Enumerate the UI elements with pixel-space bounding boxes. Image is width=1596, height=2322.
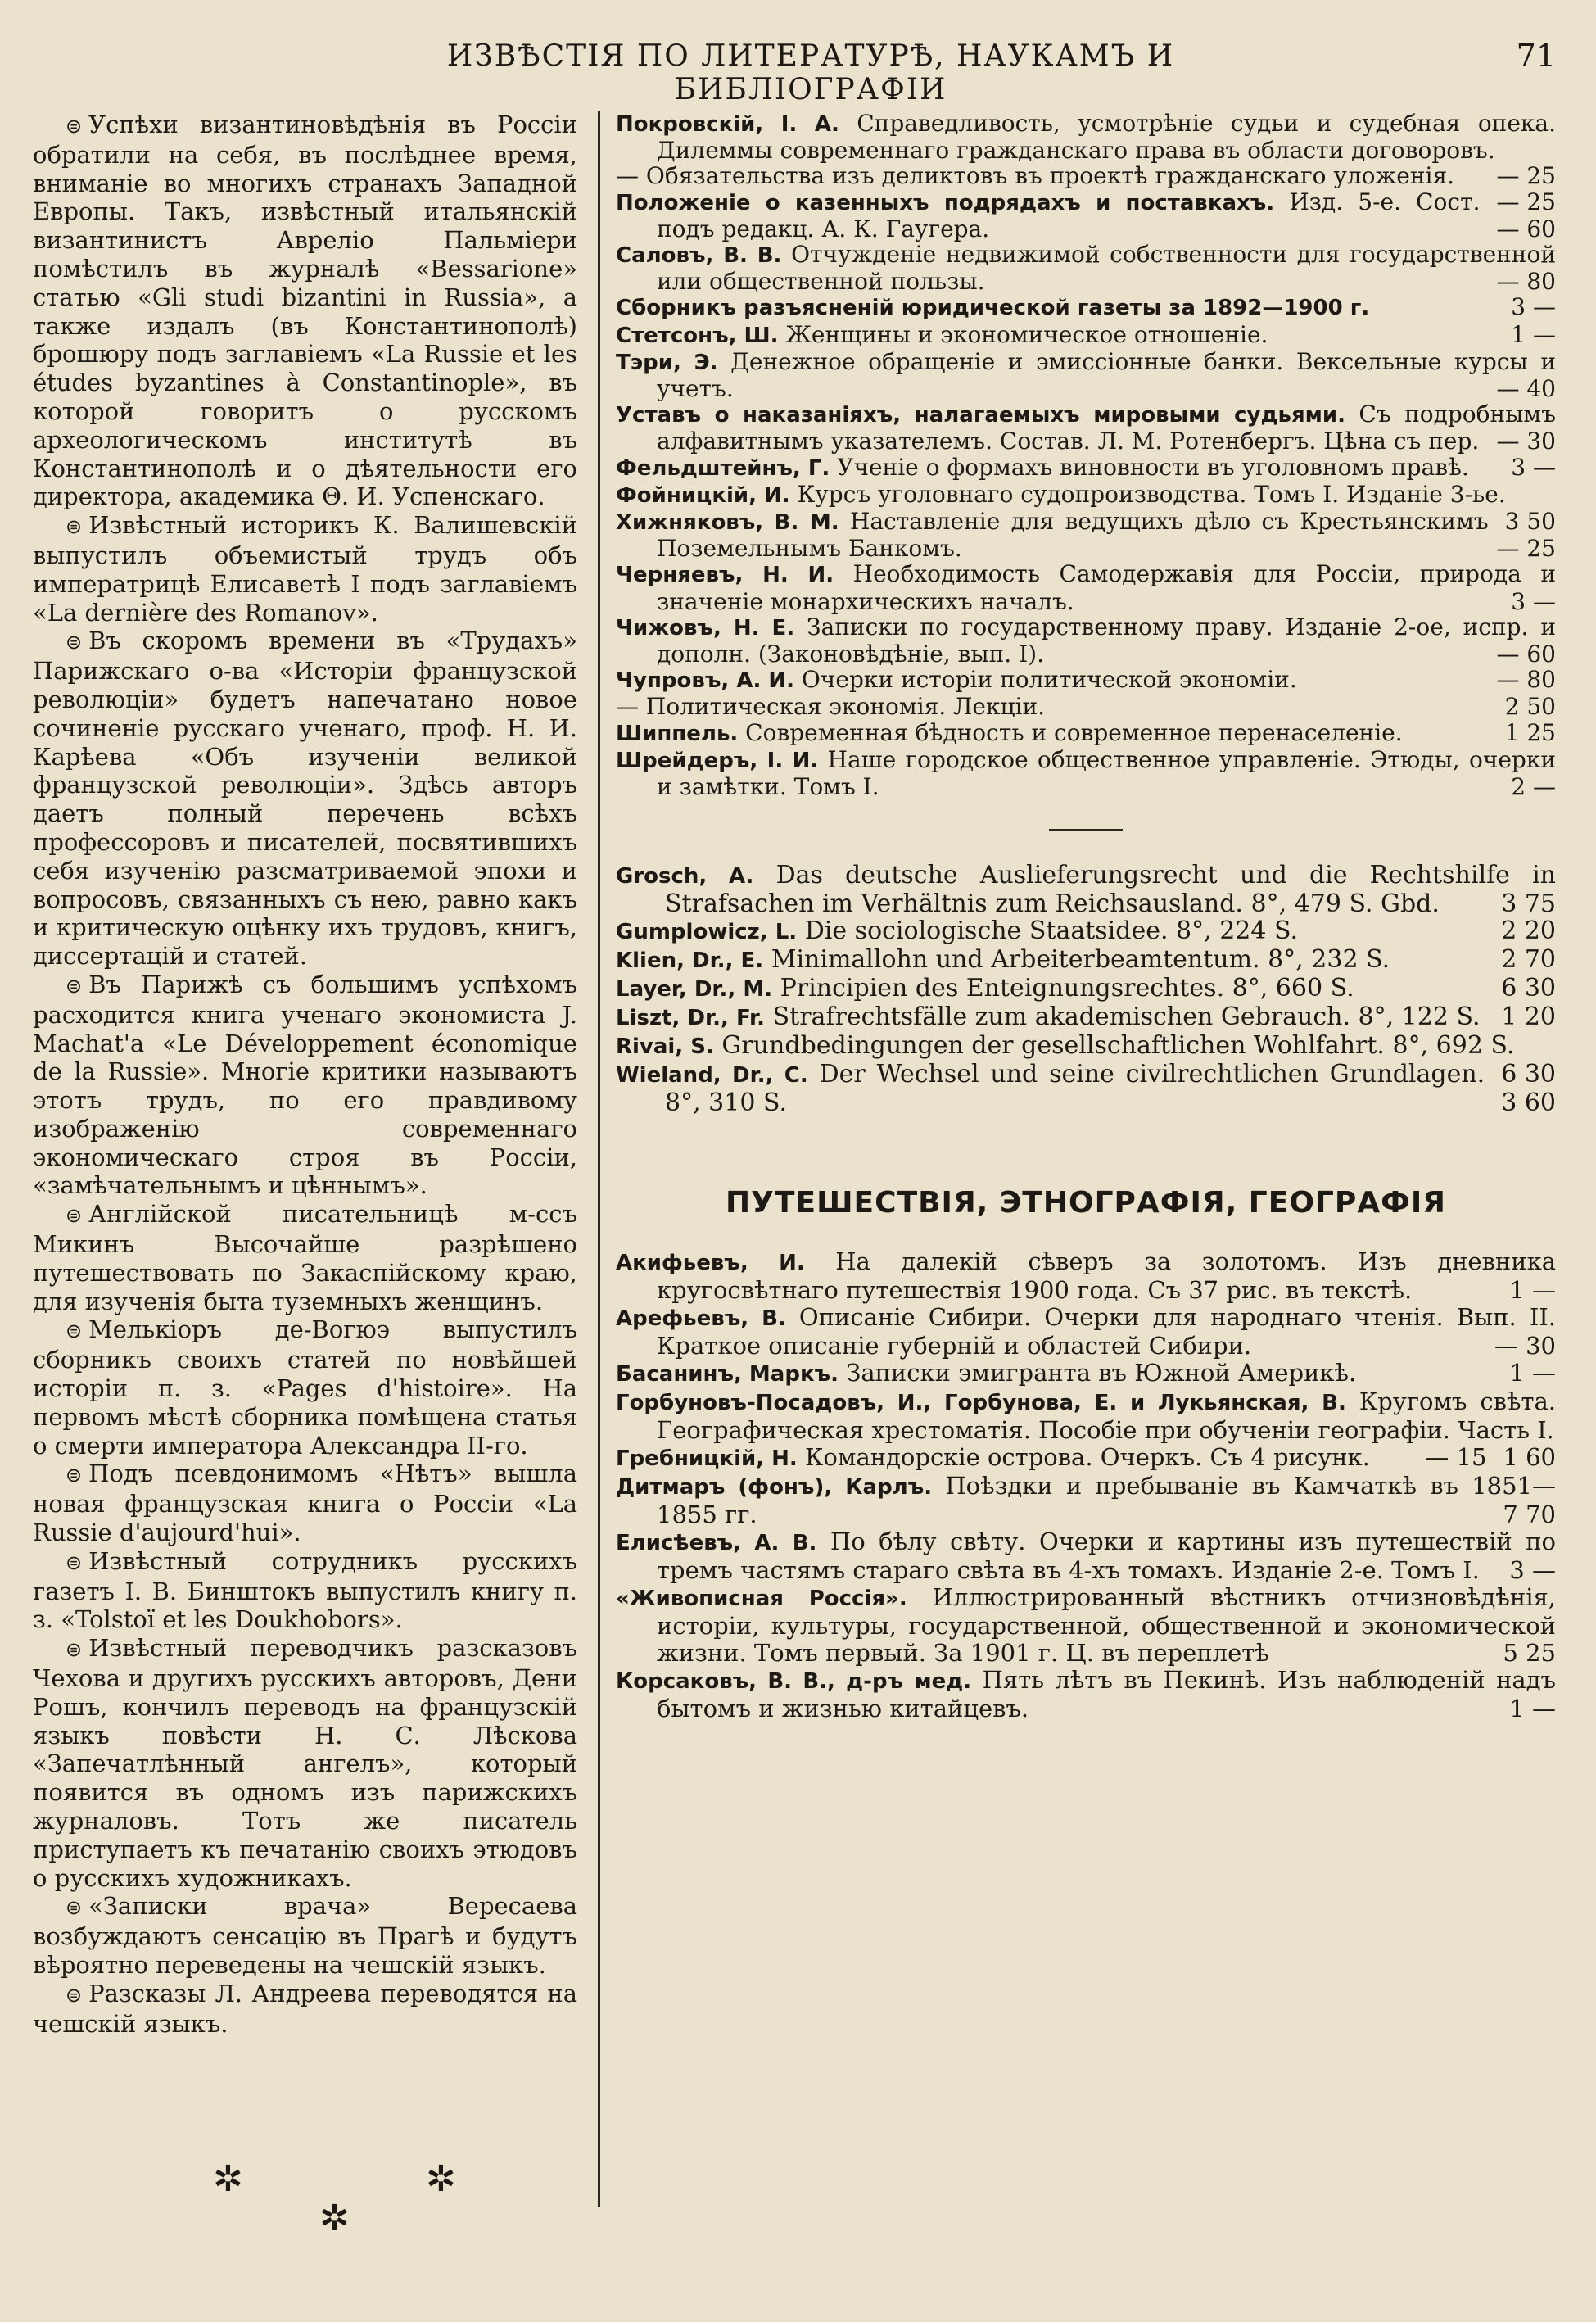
news-paragraph (33, 971, 577, 1200)
book-entry (616, 1061, 1556, 1116)
book-author: Саловъ, В. В. (616, 243, 782, 269)
book-author: Гребницкій, Н. (616, 1446, 798, 1472)
book-price: 7 70 (1503, 1500, 1556, 1529)
column-divider (598, 111, 600, 2207)
book-title: Съ подробнымъ алфавитнымъ указателемъ. Состав. Л. М. Ротенбергъ. Цѣна съ пер. (657, 401, 1557, 455)
book-entry (616, 720, 1556, 747)
book-entry (616, 1667, 1556, 1722)
book-author: Фельдштейнъ, Г. (616, 455, 830, 481)
book-price: 3 75 (1501, 889, 1556, 919)
book-author: Сборникъ разъясненій юридической газеты за 1892—1900 г. (616, 296, 1370, 321)
paragraph-text: Подъ псевдонимомъ «Нѣтъ» вышла новая французская книга о Россіи «La Russie d'aujourd'hui». (33, 1460, 577, 1547)
book-author: Шрейдеръ, I. И. (616, 748, 819, 773)
book-entry (616, 1003, 1556, 1032)
german-book-list (616, 862, 1556, 1116)
book-price: — 80 (1496, 666, 1556, 694)
book-title: Иллюстрированный вѣстникъ отчизновѣдѣнія, исторіи, культуры, государственной, общественной и экономической жизни. Томъ первый. За 1901 г. Ц. въ переплетѣ (657, 1583, 1557, 1668)
book-title: Современная бѣдность и современное перенаселеніе. (745, 718, 1403, 746)
paragraph-text: «Записки врача» Вересаева возбуждаютъ сенсацію въ Прагѣ и будутъ вѣроятно переведены на чешскій языкъ. (33, 1892, 577, 1979)
book-entry (616, 614, 1556, 667)
news-paragraph (33, 1547, 577, 1634)
news-paragraph (33, 1634, 577, 1892)
paragraph-text: Англійской писательницѣ м-ссъ Микинъ Высочайше разрѣшено путешествовать по Закаспійскому краю, для изученія быта туземныхъ женщинъ. (33, 1200, 577, 1315)
book-title: Курсъ уголовнаго судопроизводства. Томъ I. Изданіе 3-ье. (797, 480, 1506, 508)
paragraph-marker: ⊜ (66, 1464, 83, 1487)
book-price: 6 30 (1501, 974, 1556, 1003)
paragraph-text: Успѣхи византиновѣдѣнія въ Россіи обратили на себя, въ послѣднее время, вниманіе во многихъ странахъ Западной Европы. Такъ, извѣстный итальянскій византинистъ Авреліо Пальміери помѣстилъ въ журналѣ «Bessarione» статью «Gli studi bizantini in Russia», а также издалъ (въ Константинополѣ) брошюру подъ заглавіемъ «La Russie et les études byzantines à Constantinople», въ которой говоритъ о русскомъ археологическомъ институтѣ въ Константинополѣ и о дѣятельности его директора, академика Θ. И. Успенскаго. (33, 111, 577, 511)
news-paragraph (33, 1980, 577, 2039)
paragraph-marker: ⊜ (66, 1638, 83, 1662)
book-price: — 80 (1496, 268, 1556, 296)
book-price: 2 20 (1501, 917, 1556, 946)
book-author: Тэри, Э. (616, 350, 718, 375)
book-price: 3 — (1511, 293, 1556, 321)
book-entry (616, 1248, 1556, 1304)
travel-book-list (616, 1248, 1556, 1722)
paragraph-text: Въ скоромъ времени въ «Трудахъ» Парижскаго о-ва «Исторіи французской революціи» будетъ напечатано новое сочиненіе русскаго ученаго, проф. Н. И. Карѣева «Объ изученіи великой французской революціи». Здѣсь авторъ даетъ полный перечень всѣхъ профессоровъ и писателей, посвятившихъ себя изученію разсматриваемой эпохи и вопросовъ, связанныхъ съ нею, равно какъ и критическую оцѣнку ихъ трудовъ, книгъ, диссертацій и статей. (33, 627, 577, 971)
news-paragraph (33, 1460, 577, 1546)
book-price: — 30 (1496, 428, 1556, 455)
book-entry (616, 747, 1556, 799)
book-entry (616, 1528, 1556, 1584)
book-author: Арефьевъ, В. (616, 1306, 786, 1332)
book-entry (616, 349, 1556, 401)
news-paragraph (33, 511, 577, 627)
book-title: Денежное обращеніе и эмиссіонные банки. Вексельные курсы и учетъ. (657, 347, 1556, 403)
book-price: 1 — (1509, 1695, 1556, 1723)
book-title: Отчужденіе недвижимой собственности для государственной или общественной пользы. (657, 241, 1556, 296)
paragraph-text: Мелькіоръ де-Вогюэ выпустилъ сборникъ своихъ статей по новѣйшей исторіи п. з. «Pages d'histoire». На первомъ мѣстѣ сборника помѣщена статья о смерти императора Александра II-го. (33, 1315, 577, 1460)
book-author: Хижняковъ, В. М. (616, 510, 839, 536)
paragraph-text: Извѣстный переводчикъ разсказовъ Чехова и другихъ русскихъ авторовъ, Дени Рошъ, кончилъ переводъ на французскій языкъ повѣсти Н. С. Лѣскова «Запечатлѣнный ангелъ», который появится въ одномъ изъ парижскихъ журналовъ. Тотъ же писатель приступаетъ къ печатанію своихъ этюдовъ о русскихъ художникахъ. (33, 1634, 577, 1892)
book-title: Записки по государственному праву. Изданіе 2-ое, испр. и дополн. (Законовѣдѣніе, вып. I). (657, 613, 1557, 668)
news-paragraph (33, 627, 577, 971)
book-title: — Обязательства изъ деликтовъ въ проектѣ гражданскаго уложенія. (616, 162, 1455, 190)
book-entry (616, 1444, 1556, 1473)
book-entry (616, 455, 1556, 482)
book-price: 2 70 (1501, 945, 1556, 975)
book-price: 3 — (1511, 587, 1556, 615)
book-price: 1 — (1511, 320, 1556, 348)
paragraph-marker: ⊜ (66, 631, 83, 654)
book-author: Елисѣевъ, А. В. (616, 1531, 817, 1556)
book-title: Наставленіе для ведущихъ дѣло съ Крестьянскимъ Поземельнымъ Банкомъ. (657, 508, 1489, 563)
book-price: 3 — (1511, 453, 1556, 481)
book-author: Liszt, Dr., Fr. (616, 1006, 766, 1031)
book-title: Кругомъ свѣта. Географическая хрестоматія. Пособіе при обученіи географіи. Часть I. (657, 1387, 1556, 1445)
book-author: Wieland, Dr., C. (616, 1063, 808, 1089)
bibliography-column (616, 111, 1556, 1722)
book-price: 3 50 (1504, 508, 1556, 536)
book-title: По бѣлу свѣту. Очерки и картины изъ путешествій по тремъ частямъ стараго свѣта въ 4-хъ томахъ. Изданіе 2-е. Томъ I. (657, 1528, 1556, 1585)
book-title: Женщины и экономическое отношеніе. (785, 320, 1268, 348)
book-author: Layer, Dr., M. (616, 977, 773, 1003)
book-entry (616, 1473, 1556, 1528)
section-heading: ПУТЕШЕСТВІЯ, ЭТНОГРАФІЯ, ГЕОГРАФІЯ (726, 1186, 1446, 1220)
book-price: 1 — (1509, 1359, 1556, 1387)
book-author: Корсаковъ, В. В., д-ръ мед. (616, 1669, 972, 1695)
book-title: Изд. 5-е. Сост. подъ редакц. А. К. Гаугера. (657, 188, 1481, 242)
book-author: Grosch, A. (616, 864, 754, 889)
book-price: — 15 (1425, 1443, 1487, 1472)
book-author: «Живописная Россія». (616, 1586, 907, 1612)
book-entry (616, 242, 1556, 294)
book-entry (616, 694, 1556, 719)
book-author: Горбуновъ-Посадовъ, И., Горбунова, Е. и Лукьянская, В. (616, 1391, 1346, 1416)
book-title: Наше городское общественное управленіе. Этюды, очерки и замѣтки. Томъ I. (657, 745, 1556, 801)
paragraph-marker: ⊜ (66, 1204, 83, 1228)
news-paragraph (33, 1315, 577, 1460)
book-price: — 60 (1496, 640, 1556, 668)
book-author: Дитмаръ (фонъ), Карлъ. (616, 1475, 933, 1500)
book-entry (616, 401, 1556, 454)
book-title: На далекій сѣверъ за золотомъ. Изъ дневника кругосвѣтнаго путешествія 1900 года. Съ 37 рис. въ текстѣ. (657, 1247, 1556, 1305)
book-entry (616, 862, 1556, 917)
book-author: Klien, Dr., E. (616, 948, 764, 974)
book-title: Очерки исторіи политической экономіи. (801, 666, 1297, 694)
page-header (49, 31, 1556, 106)
book-price: 2 50 (1504, 693, 1556, 721)
book-price: — 40 (1496, 375, 1556, 403)
section-divider (1049, 829, 1123, 831)
book-title: Поѣздки и пребываніе въ Камчаткѣ въ 1851—1855 гг. (657, 1472, 1556, 1529)
paragraph-text: Разсказы Л. Андреева переводятся на чешскій языкъ. (33, 1979, 577, 2038)
book-price: — 25 (1496, 188, 1556, 215)
news-paragraph (33, 1200, 577, 1315)
book-title: Записки эмигранта въ Южной Америкѣ. (846, 1359, 1357, 1387)
star-ornament: ✲ (319, 2198, 350, 2239)
book-price: 5 25 (1503, 1639, 1556, 1668)
book-title: Командорскіе острова. Очеркъ. Съ 4 рисунк. (804, 1443, 1370, 1472)
paragraph-text: Извѣстный сотрудникъ русскихъ газетъ I. В. Бинштокъ выпустилъ книгу п. з. «Tolstoï et les Doukhobors». (33, 1546, 577, 1634)
book-title: Das deutsche Auslieferungsrecht und die Rechtshilfe in Strafsachen im Verhältnis zum Reichsausland. 8°, 479 S. Gbd. (665, 861, 1556, 919)
paragraph-marker: ⊜ (66, 515, 83, 539)
news-column (33, 111, 577, 2038)
book-price: — 30 (1494, 1332, 1556, 1360)
paragraph-marker: ⊜ (66, 1550, 83, 1574)
page-number: 71 (1516, 38, 1556, 74)
book-title: Der Wechsel und seine civilrechtlichen Grundlagen. 8°, 310 S. (665, 1060, 1485, 1118)
book-entry (616, 294, 1556, 321)
book-entry (616, 509, 1556, 561)
book-title: — Политическая экономія. Лекціи. (616, 693, 1046, 721)
running-title: ИЗВѢСТІЯ ПО ЛИТЕРАТУРѢ, НАУКАМЪ И БИБЛІОГРАФІИ (446, 39, 1175, 106)
paragraph-marker: ⊜ (66, 1319, 83, 1343)
paragraph-marker: ⊜ (66, 115, 83, 138)
paragraph-marker: ⊜ (66, 1896, 83, 1920)
star-ornament: ✲ (426, 2158, 456, 2200)
book-price: 1 25 (1504, 718, 1556, 746)
book-author: Фойницкій, И. (616, 482, 790, 508)
book-author: Gumplowicz, L. (616, 920, 798, 945)
book-entry (616, 1304, 1556, 1360)
book-author: Басанинъ, Маркъ. (616, 1362, 839, 1387)
book-title: Minimallohn und Arbeiterbeamtentum. 8°, 232 S. (771, 945, 1390, 975)
book-author: Черняевъ, Н. И. (616, 563, 834, 588)
book-entry (616, 561, 1556, 613)
book-price: 1 — (1509, 1276, 1556, 1305)
book-price: 2 — (1511, 773, 1556, 801)
book-author: Покровскій, I. А. (616, 112, 839, 137)
book-price: — 25 (1496, 162, 1556, 190)
ornament-stars (197, 2158, 491, 2256)
book-price: 1 20 (1501, 1003, 1556, 1032)
book-entry (616, 1584, 1556, 1667)
book-price: 3 60 (1501, 1089, 1556, 1118)
book-title: Ученіе о формахъ виновности въ уголовномъ правѣ. (837, 453, 1469, 481)
news-paragraph (33, 111, 577, 511)
book-entry (616, 946, 1556, 975)
book-entry (616, 189, 1556, 242)
book-author: Положеніе о казенныхъ подрядахъ и поставкахъ. (616, 190, 1275, 215)
book-price: 6 30 (1501, 1060, 1556, 1089)
book-author: Rivai, S. (616, 1034, 714, 1060)
book-entry (616, 917, 1556, 946)
russian-book-list (616, 111, 1556, 799)
book-author: Чупровъ, А. И. (616, 668, 795, 694)
book-title: Grundbedingungen der gesellschaftlichen Wohlfahrt. 8°, 692 S. (721, 1031, 1515, 1061)
book-title: Описаніе Сибири. Очерки для народнаго чтенія. Вып. II. Краткое описаніе губерній и областей Сибири. (657, 1303, 1556, 1360)
book-title: Необходимость Самодержавія для Россіи, природа и значеніе монархическихъ началъ. (657, 560, 1556, 615)
book-entry (616, 1360, 1556, 1388)
book-title: Справедливость, усмотрѣніе судьи и судебная опека. Дилеммы современнаго гражданскаго права въ области договоровъ. (657, 110, 1557, 165)
book-author: Шиппель. (616, 721, 739, 746)
book-author: Акифьевъ, И. (616, 1251, 805, 1276)
book-author: Стетсонъ, Ш. (616, 323, 779, 348)
star-ornament: ✲ (213, 2158, 243, 2200)
book-entry (616, 667, 1556, 694)
paragraph-marker: ⊜ (66, 1983, 83, 2007)
paragraph-text: Въ Парижѣ съ большимъ успѣхомъ расходится книга ученаго экономиста J. Machat'a «Le Développement économique de la Russie». Многіе критики называютъ этотъ трудъ, по его правдивому изображенію современнаго экономическаго строя въ Россіи, «замѣчательнымъ и цѣннымъ». (33, 970, 577, 1200)
book-title: Die sociologische Staatsidee. 8°, 224 S. (804, 917, 1299, 946)
book-author: Чижовъ, Н. Е. (616, 615, 795, 640)
book-author: Уставъ о наказаніяхъ, налагаемыхъ мировыми судьями. (616, 403, 1345, 428)
book-price: — 60 (1496, 215, 1556, 242)
book-title: Пять лѣтъ въ Пекинѣ. Изъ наблюденій надъ бытомъ и жизнью китайцевъ. (657, 1666, 1557, 1723)
book-price: 1 60 (1503, 1443, 1556, 1472)
book-price: 3 — (1509, 1556, 1556, 1585)
book-entry (616, 975, 1556, 1003)
paragraph-marker: ⊜ (66, 974, 83, 998)
news-paragraph (33, 1892, 577, 1979)
book-title: Principien des Enteignungsrechtes. 8°, 660 S. (780, 974, 1354, 1003)
book-price: — 25 (1496, 535, 1556, 563)
paragraph-text: Извѣстный историкъ К. Валишевскій выпустилъ объемистый трудъ объ императрицѣ Елисаветѣ I подъ заглавіемъ «La dernière des Romanov». (33, 511, 577, 627)
book-title: Strafrechtsfälle zum akademischen Gebrauch. 8°, 122 S. (772, 1003, 1481, 1032)
book-entry (616, 322, 1556, 349)
